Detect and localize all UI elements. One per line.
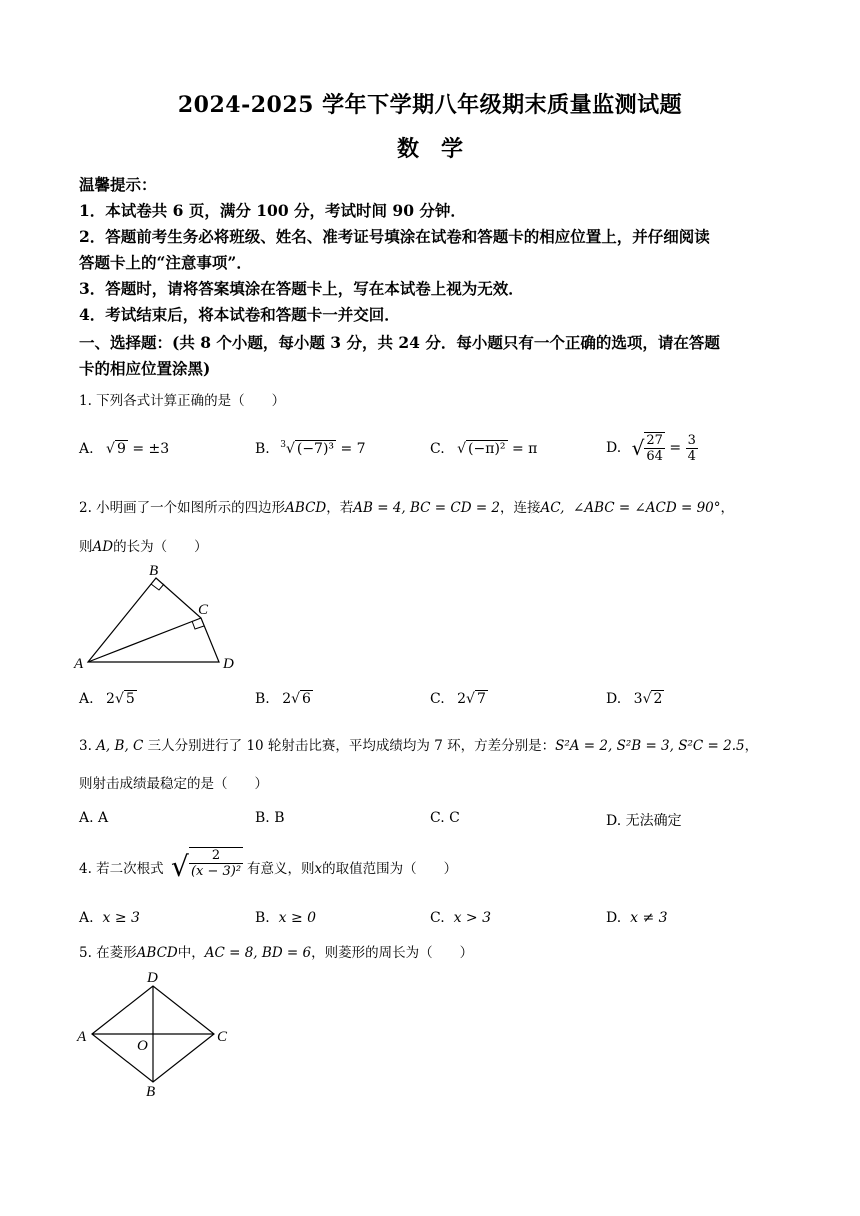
q1-option-b: B. $^3$√ (−7)³ = 7 — [255, 440, 366, 457]
q5-label-c: C — [217, 1029, 228, 1045]
q4-stem-text-a: 4. 若二次根式 — [79, 861, 164, 877]
q4-option-b — [255, 910, 316, 926]
q5-label-o: O — [137, 1038, 148, 1054]
q2-label-a: A — [74, 656, 84, 672]
q2-option-d-label: D. — [606, 691, 622, 707]
q2-option-a-label: A. — [79, 691, 94, 707]
q2-option-a-rad: 5 — [125, 691, 135, 707]
q1-b-index: 3 — [280, 440, 286, 451]
q1-option-c: C. √ (−π)² = π — [430, 441, 538, 457]
q2-stem-text-e: 则 — [79, 539, 93, 555]
q3-variances: S²A = 2, S²B = 3, S²C = 2.5 — [555, 738, 745, 754]
q1-d-rnum: 3 — [687, 432, 696, 448]
q2-label-b: B — [149, 563, 159, 579]
q4-options — [79, 910, 789, 938]
q4-option-a-label: A. — [79, 910, 94, 926]
q3-option-a: A. A — [79, 810, 109, 826]
q4-frac-den: (x − 3)² — [190, 864, 242, 879]
q3-options — [79, 810, 789, 838]
q2-option-c-rad: 7 — [476, 691, 486, 707]
q4-option-a — [79, 910, 140, 926]
q2-option-d-coef: 3 — [633, 691, 643, 707]
q1-c-radicand: (−π)² — [468, 441, 506, 457]
q4-option-b-label: B. — [255, 910, 270, 926]
q2-stem-text-a: 2. 小明画了一个如图所示的四边形 — [79, 500, 286, 516]
q4-option-a-value: x ≥ 3 — [102, 910, 140, 926]
q4-frac-num: 2 — [189, 848, 243, 864]
q2-option-b-coef: 2 — [282, 691, 292, 707]
section-heading-line2: 卡的相应位置涂黑) — [79, 359, 211, 378]
q4-option-b-value: x ≥ 0 — [278, 910, 317, 926]
q5-label-a: A — [77, 1029, 87, 1045]
notice-item-4: 4．考试结束后，将本试卷和答题卡一并交回． — [79, 305, 400, 324]
q4-stem-text-b: 有意义，则 — [247, 861, 315, 877]
notice-item-2: 2．答题前考生务必将班级、姓名、准考证号填涂在试卷和答题卡的相应位置上，并仔细阅读 — [79, 227, 710, 246]
q2-stem-text-b: ，若 — [326, 500, 354, 516]
q5-stem — [79, 943, 789, 963]
q5-stem-text-b: 中， — [177, 945, 205, 961]
q2-option-d: D. 3√ 2 — [606, 691, 663, 707]
q3-option-d: D. 无法确定 — [606, 813, 682, 829]
q2-options — [79, 690, 789, 718]
q1-option-a-label: A. — [79, 441, 94, 457]
q4-option-c-value: x > 3 — [453, 910, 492, 926]
q4-option-d — [606, 910, 668, 926]
q1-stem: 1. 下列各式计算正确的是（ ） — [79, 393, 286, 409]
q3-stem-line2: 则射击成绩最稳定的是（ ） — [79, 776, 268, 792]
q1-b-radicand: (−7)³ — [296, 441, 335, 457]
q1-d-rden: 4 — [687, 448, 696, 464]
q2-option-b-rad: 6 — [302, 691, 311, 707]
q2-quadrilateral-figure — [70, 560, 250, 680]
section-heading-line1: 一、选择题：(共 8 个小题，每小题 3 分，共 24 分．每小题只有一个正确的选项，请在答题 — [79, 333, 720, 352]
q5-stem-text-c: ，则菱形的周长为（ ） — [311, 945, 474, 961]
q1-b-rhs: = 7 — [340, 441, 366, 457]
q1-d-num: 27 — [646, 433, 663, 448]
notice-item-3: 3．答题时，请将答案填涂在答题卡上，写在本试卷上视为无效． — [79, 279, 524, 298]
q2-stem-line1 — [79, 498, 789, 518]
q1-d-den: 64 — [646, 449, 663, 464]
q3-stem-line1 — [79, 736, 789, 756]
q2-option-b-label: B. — [255, 691, 270, 707]
q1-option-b-label: B. — [255, 441, 270, 457]
q1-a-radicand: 9 — [116, 441, 126, 457]
q2-option-a: A. 2√ 5 — [79, 691, 135, 707]
q2-stem-text-d: ， — [720, 500, 735, 516]
q5-label-d: D — [147, 970, 158, 986]
q1-a-rhs: = ±3 — [132, 441, 170, 457]
q2-stem-text-f: 的长为（ ） — [113, 539, 208, 555]
q4-radical-fraction — [189, 847, 243, 879]
q4-option-c-label: C. — [430, 910, 445, 926]
q2-option-b: B. 2√ 6 — [255, 691, 311, 707]
q2-stem-text-c: ，连接 — [500, 500, 541, 516]
q1-option-d-label: D. — [606, 440, 622, 456]
q4-stem-tail — [247, 859, 457, 879]
q1-c-rhs: = π — [511, 441, 538, 457]
q2-option-c-coef: 2 — [457, 691, 467, 707]
q4-stem-text-c: 的取值范围为（ ） — [322, 861, 458, 877]
q3-vars: A, B, C — [96, 738, 144, 754]
q5-label-b: B — [146, 1084, 156, 1100]
notice-heading: 温馨提示： — [79, 175, 157, 194]
q1-option-c-label: C. — [430, 441, 445, 457]
q4-stem: 4. 若二次根式 √ $\frac{2}{\text{(x − 3)²}}$ 有意义，则x的取值范围为（ ） — [79, 848, 458, 883]
q2-stem-ac: AC, — [540, 500, 565, 516]
notice-item-2-cont: 答题卡上的“注意事项”． — [79, 253, 252, 272]
q2-option-a-coef: 2 — [106, 691, 115, 707]
notice-item-1: 1．本试卷共 6 页，满分 100 分，考试时间 90 分钟． — [79, 201, 466, 220]
q3-stem-comma: ， — [744, 738, 759, 754]
subject-title: 数学 — [396, 136, 485, 162]
exam-title: 2024-2025 学年下学期八年级期末质量监测试题 — [177, 92, 683, 118]
q4-option-d-label: D. — [606, 910, 622, 926]
q5-rhombus-figure — [70, 970, 240, 1100]
q2-stem-angle: ∠ABC = ∠ACD = 90° — [573, 500, 721, 516]
q3-option-c: C. C — [430, 810, 460, 826]
q2-stem-line2 — [79, 537, 789, 557]
q2-label-c: C — [198, 602, 209, 618]
q3-number: 3. — [79, 738, 92, 754]
q2-option-d-rad: 2 — [653, 691, 663, 707]
q4-option-c — [430, 910, 491, 926]
q5-stem-text-a: 5. 在菱形 — [79, 945, 137, 961]
q2-stem-abcd: ABCD — [285, 500, 327, 516]
q2-stem-condition: AB = 4, BC = CD = 2 — [353, 500, 501, 516]
q2-stem-ad: AD — [92, 539, 114, 555]
q4-stem-x: x — [314, 861, 323, 877]
q5-stem-abcd: ABCD — [136, 945, 178, 961]
q2-option-c-label: C. — [430, 691, 445, 707]
q2-label-d: D — [223, 656, 234, 672]
q5-stem-condition: AC = 8, BD = 6 — [204, 945, 312, 961]
q1-option-d: D. √ $\frac{27}{64}$ = $\frac{3}{4}$ — [606, 432, 696, 464]
q1-option-a: A. √ 9 = ±3 — [79, 441, 170, 457]
q1-options — [79, 432, 789, 468]
q3-option-b: B. B — [255, 810, 285, 826]
q2-option-c: C. 2√ 7 — [430, 691, 486, 707]
q4-option-d-value: x ≠ 3 — [630, 910, 668, 926]
q3-stem-text: 三人分别进行了 10 轮射击比赛，平均成绩均为 7 环，方差分别是： — [147, 738, 556, 754]
